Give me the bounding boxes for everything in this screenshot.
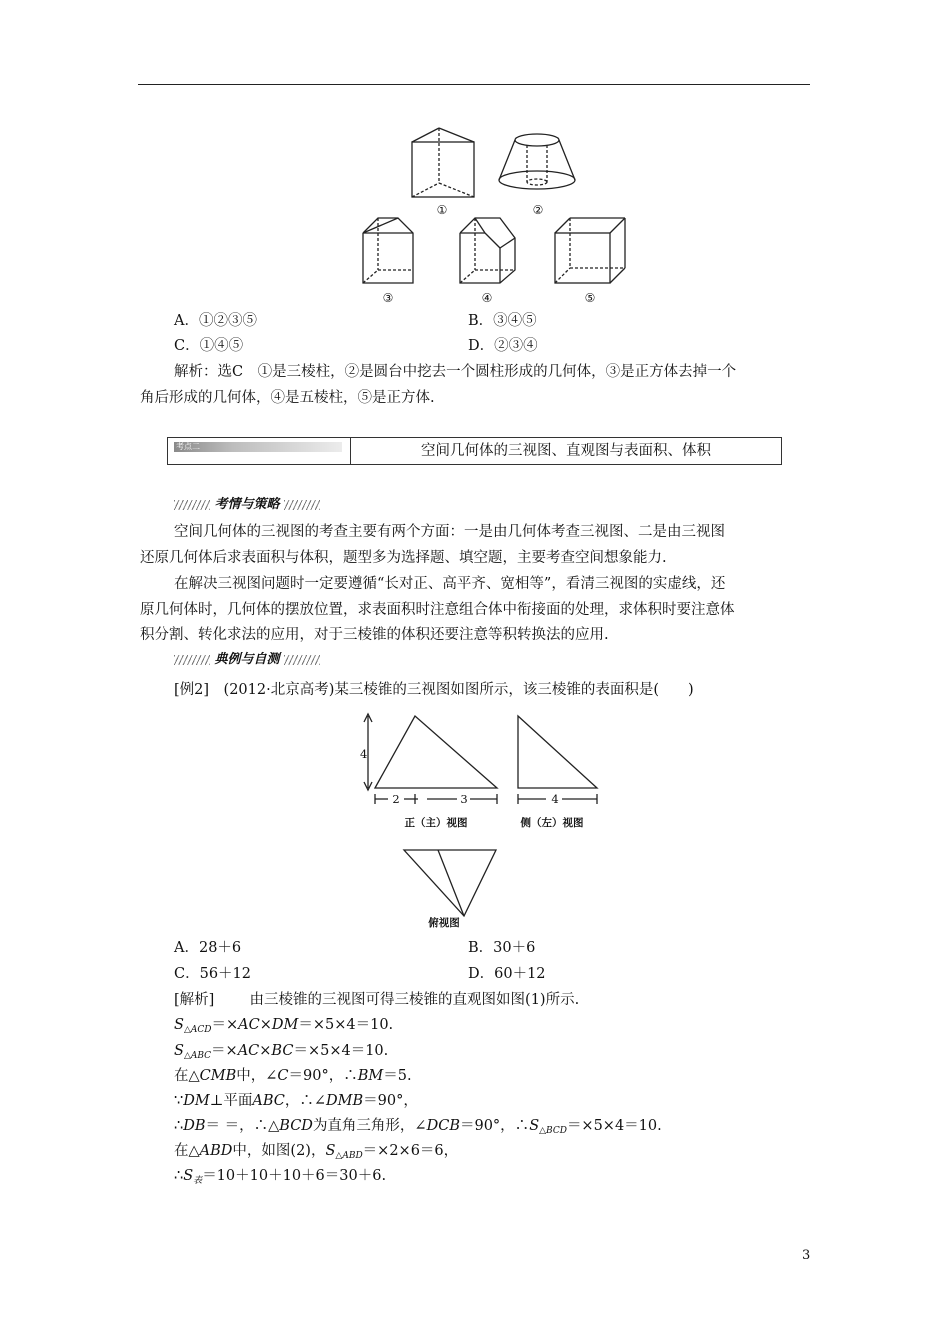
- top-view-caption: 俯视图: [428, 917, 460, 929]
- example-option-c: C．56＋12: [174, 966, 251, 982]
- example-question: [例2] (2012·北京高考)某三棱锥的三视图如图所示，该三棱锥的表面积是( ): [174, 682, 694, 698]
- side-view-caption: 侧（左）视图: [520, 817, 584, 829]
- front-width-label-2: 3: [460, 792, 468, 806]
- example-heading-text: 典例与自测: [214, 652, 280, 667]
- three-views-figure: [360, 708, 600, 932]
- hatch-decoration: [284, 500, 320, 510]
- figure-label-1: ①: [436, 203, 448, 217]
- solution-lead: [174, 990, 579, 1010]
- strategy-heading-text: 考情与策略: [214, 497, 280, 512]
- cut-cube-shape: [363, 218, 413, 283]
- solids-figure: [355, 120, 635, 310]
- side-width-label: 4: [551, 792, 559, 806]
- option-c: C．①④⑤: [174, 338, 244, 354]
- cube-shape: [555, 218, 625, 283]
- hatch-decoration: [174, 500, 210, 510]
- solution-label: [解析]: [174, 992, 215, 1008]
- frustum-shape: [499, 134, 575, 189]
- pentagonal-prism-shape: [460, 218, 515, 283]
- strategy-p1-line2: 还原几何体后求表面积与体积，题型多为选择题、填空题，主要考查空间想象能力.: [140, 550, 667, 566]
- side-view-triangle: [518, 716, 597, 788]
- example-option-a: A．28＋6: [174, 940, 242, 956]
- front-view-caption: 正（主）视图: [404, 817, 468, 829]
- section-header-box: [167, 437, 782, 465]
- solution-line-cmb: 在△CMB中，∠C＝90°，∴BM＝5.: [174, 1068, 412, 1084]
- solution-line-dm: ∵DM⊥平面ABC，∴∠DMB＝90°，: [174, 1093, 418, 1109]
- hatch-decoration: [284, 655, 320, 665]
- solution-line-total: $\therefore S_表=10+10+10+6=30+6$.: [174, 1168, 387, 1186]
- strategy-p2-line1: 在解决三视图问题时一定要遵循“长对正、高平齐、宽相等”，看清三视图的实虚线，还: [174, 576, 726, 592]
- solution-line-2: 角后形成的几何体，④是五棱柱，⑤是正方体.: [140, 390, 435, 406]
- option-a: A．①②③⑤: [174, 313, 257, 329]
- front-view-triangle: [375, 716, 497, 788]
- front-height-label: 4: [360, 747, 368, 761]
- hatch-decoration: [174, 655, 210, 665]
- example-option-d: D．60＋12: [468, 966, 546, 982]
- strategy-p2-line2: 原几何体时，几何体的摆放位置，求表面积时注意组合体中衔接面的处理，求体积时要注意体: [140, 602, 735, 618]
- figure-label-4: ④: [481, 291, 493, 305]
- option-d: D．②③④: [468, 338, 538, 354]
- solution-line-db: ∴DB＝ ＝，∴△BCD为直角三角形，∠DCB＝90°，$\therefore S_{\triangle BCD}=\times 5\times 4=10$.: [174, 1118, 662, 1136]
- top-view-shape: [404, 850, 496, 916]
- figure-label-5: ⑤: [584, 291, 596, 305]
- option-b: B．③④⑤: [468, 313, 537, 329]
- figure-label-2: ②: [532, 203, 544, 217]
- strategy-heading: [174, 496, 320, 514]
- section-title: 空间几何体的三视图、直观图与表面积、体积: [421, 443, 711, 459]
- solution-line-abc: $S_{\triangle ABC}=\times AC\times BC=\times 5\times 4=10$.: [174, 1043, 389, 1061]
- strategy-p1-line1: 空间几何体的三视图的考查主要有两个方面：一是由几何体考查三视图、二是由三视图: [174, 524, 725, 540]
- triangular-prism-shape: [412, 128, 474, 197]
- example-option-b: B．30＋6: [468, 940, 536, 956]
- solution-lead-text: 由三棱锥的三视图可得三棱锥的直观图如图(1)所示.: [249, 992, 580, 1008]
- strategy-p2-line3: 积分割、转化求法的应用，对于三棱锥的体积还要注意等积转换法的应用.: [140, 627, 609, 643]
- figure-label-3: ③: [382, 291, 394, 305]
- solution-line-1: 解析：选C ①是三棱柱，②是圆台中挖去一个圆柱形成的几何体，③是正方体去掉一个: [174, 364, 737, 380]
- page-number: 3: [802, 1248, 811, 1263]
- section-tag: [168, 438, 351, 464]
- solution-line-abd: 在△ABD中，如图(2)，$S_{\triangle ABD}=\times 2\times 6=6$，: [174, 1143, 459, 1161]
- header-rule: [138, 84, 810, 85]
- front-width-label-1: 2: [392, 792, 400, 806]
- section-tag-label: 考点二: [176, 442, 200, 451]
- example-heading: [174, 651, 320, 669]
- solution-line-acd: $S_{\triangle ACD}=\times AC\times DM=\times 5\times 4=10$.: [174, 1017, 394, 1035]
